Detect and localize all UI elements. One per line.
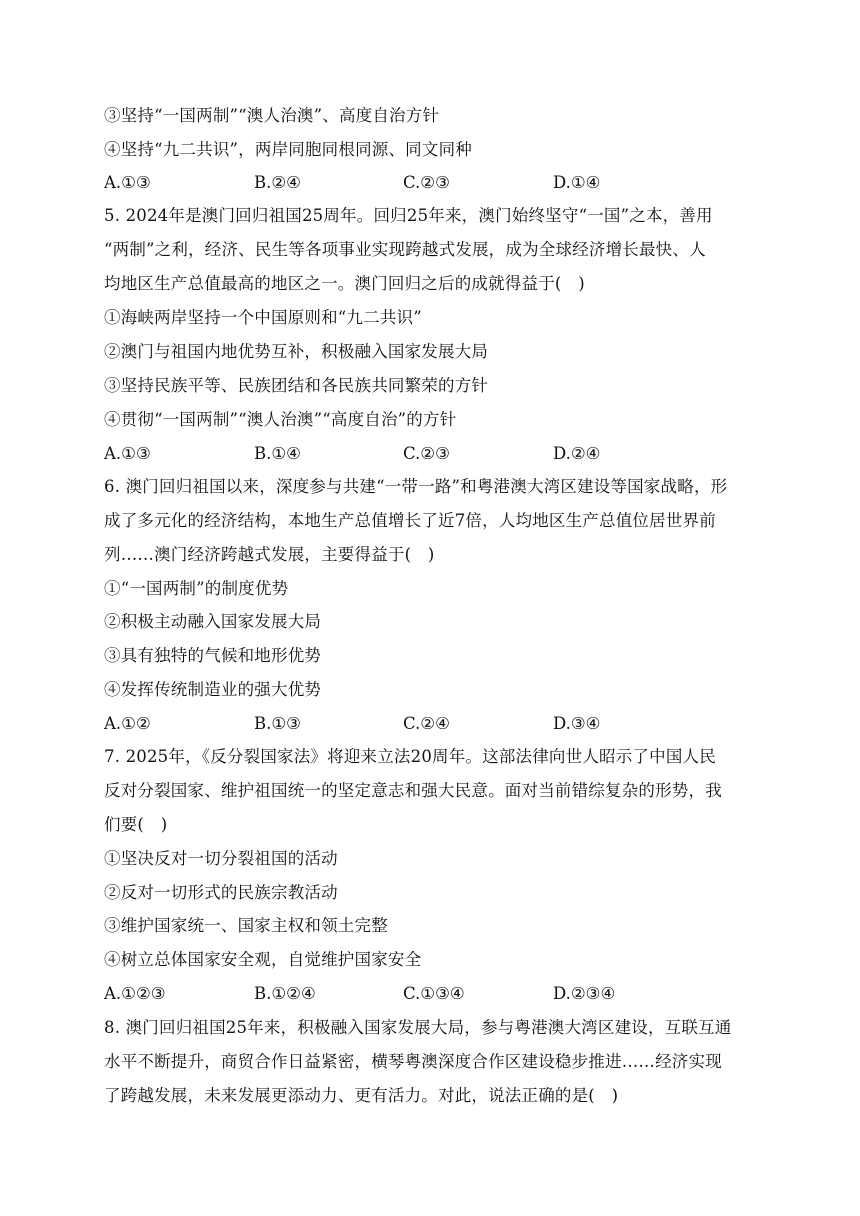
q6-stem-line-3: 列……澳门经济跨越式发展，主要得益于( ) [104, 545, 435, 564]
q6-option-a: A.①② [104, 714, 151, 733]
q7-stem-line-2: 反对分裂国家、维护祖国统一的坚定意志和强大民意。面对当前错综复杂的形势，我 [104, 781, 722, 800]
q4-option-b: B.②④ [254, 173, 301, 192]
q7-options [104, 982, 754, 1006]
q7-statement-2: ②反对一切形式的民族宗教活动 [104, 883, 338, 902]
q4-statement-3: ③坚持“一国两制”“澳人治澳”、高度自治方针 [104, 106, 440, 125]
q5-statement-2: ②澳门与祖国内地优势互补，积极融入国家发展大局 [104, 342, 489, 361]
q4-options [104, 171, 754, 195]
q5-stem-line-3: 均地区生产总值最高的地区之一。澳门回归之后的成就得益于( ) [104, 274, 585, 293]
q5-options [104, 442, 754, 466]
q6-statement-3: ③具有独特的气候和地形优势 [104, 646, 322, 665]
q6-statement-1: ①“一国两制”的制度优势 [104, 579, 289, 598]
q6-stem-line-1: 6. 澳门回归祖国以来，深度参与共建“一带一路”和粤港澳大湾区建设等国家战略，形 [104, 477, 728, 496]
q6-option-d: D.③④ [553, 714, 601, 733]
q5-option-d: D.②④ [553, 444, 601, 463]
q7-stem-line-3: 们要( ) [104, 815, 168, 834]
q7-statement-3: ③维护国家统一、国家主权和领土完整 [104, 916, 388, 935]
q5-stem-line-2: “两制”之利，经济、民生等各项事业实现跨越式发展，成为全球经济增长最快、人 [104, 240, 706, 259]
q5-statement-3: ③坚持民族平等、民族团结和各民族共同繁荣的方针 [104, 376, 489, 395]
q6-options [104, 712, 754, 736]
q6-stem-line-2: 成了多元化的经济结构，本地生产总值增长了近7倍，人均地区生产总值位居世界前 [104, 511, 716, 530]
q6-option-b: B.①③ [254, 714, 301, 733]
q6-statement-4: ④发挥传统制造业的强大优势 [104, 680, 322, 699]
q5-statement-4: ④贯彻“一国两制”“澳人治澳”“高度自治”的方针 [104, 410, 457, 429]
q8-stem-line-1: 8. 澳门回归祖国25年来，积极融入国家发展大局，参与粤港澳大湾区建设，互联互通 [104, 1018, 732, 1037]
q7-stem-line-1: 7. 2025年，《反分裂国家法》将迎来立法20周年。这部法律向世人昭示了中国人民 [104, 747, 716, 766]
q6-statement-2: ②积极主动融入国家发展大局 [104, 612, 322, 631]
q4-statement-4: ④坚持“九二共识”，两岸同胞同根同源、同文同种 [104, 140, 472, 159]
q5-stem-line-1: 5. 2024年是澳门回归祖国25周年。回归25年来，澳门始终坚守“一国”之本，善用 [104, 206, 713, 225]
q7-option-a: A.①②③ [104, 984, 166, 1003]
q7-statement-4: ④树立总体国家安全观，自觉维护国家安全 [104, 950, 422, 969]
q7-statement-1: ①坚决反对一切分裂祖国的活动 [104, 849, 338, 868]
q5-option-c: C.②③ [403, 444, 450, 463]
q4-option-d: D.①④ [553, 173, 601, 192]
q8-stem-line-2: 水平不断提升，商贸合作日益紧密，横琴粤澳深度合作区建设稳步推进……经济实现 [104, 1052, 722, 1071]
q4-option-a: A.①③ [104, 173, 151, 192]
q5-option-a: A.①③ [104, 444, 151, 463]
q5-option-b: B.①④ [254, 444, 301, 463]
q5-statement-1: ①海峡两岸坚持一个中国原则和“九二共识” [104, 308, 422, 327]
q7-option-b: B.①②④ [254, 984, 316, 1003]
q7-option-d: D.②③④ [553, 984, 616, 1003]
q4-option-c: C.②③ [403, 173, 450, 192]
q7-option-c: C.①③④ [403, 984, 465, 1003]
q6-option-c: C.②④ [403, 714, 450, 733]
q8-stem-line-3: 了跨越发展，未来发展更添动力、更有活力。对此，说法正确的是( ) [104, 1086, 619, 1105]
